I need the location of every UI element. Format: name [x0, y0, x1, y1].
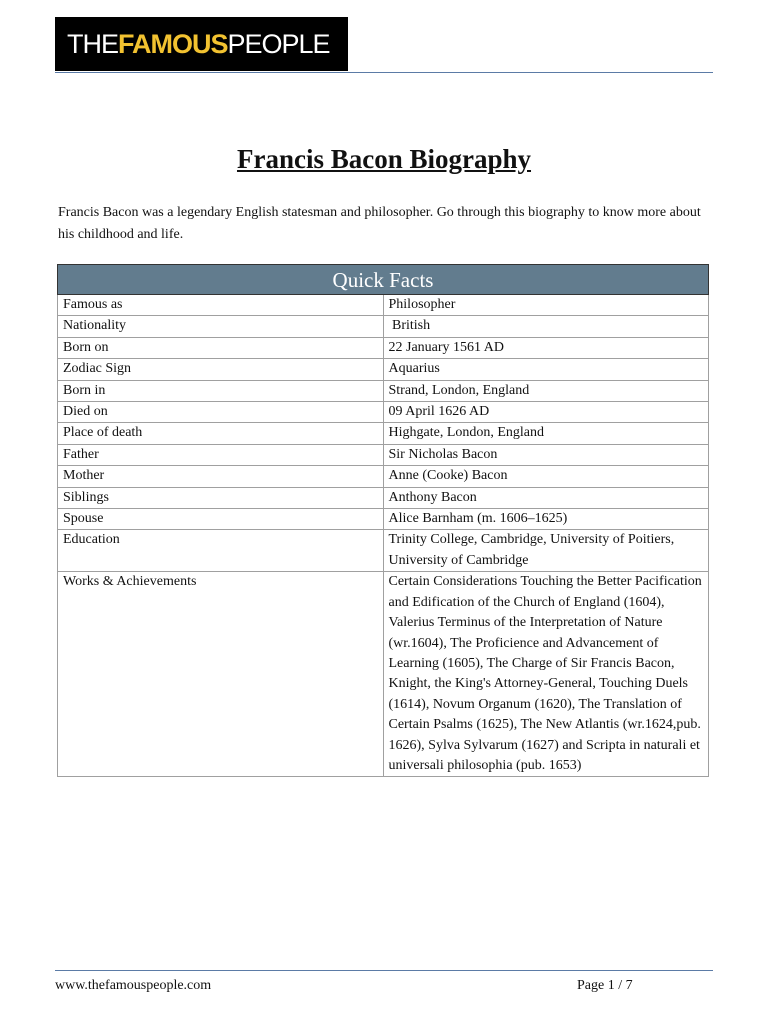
fact-label: Works & Achievements: [58, 572, 384, 777]
table-row: [58, 295, 709, 316]
fact-value: British: [383, 316, 709, 337]
quick-facts-table: [57, 264, 709, 777]
table-row: [58, 530, 709, 572]
fact-label: Mother: [58, 466, 384, 487]
fact-value: Certain Considerations Touching the Better Pacification and Edification of the Church of England (1604), Valerius Terminus of the Interpretation of Nature (wr.1604), The Proficience and Advancement of Learning (1605), The Charge of Sir Francis Bacon, Knight, the King's Attorney-General, Touching Duels (1614), Novum Organum (1620), The Translation of Certain Psalms (1625), The New Atlantis (wr.1624,pub. 1626), Sylva Sylvarum (1627) and Scripta in naturali et universali philosophia (pub. 1653): [383, 572, 709, 777]
table-row: [58, 316, 709, 337]
table-row: [58, 337, 709, 358]
footer-site-link[interactable]: www.thefamouspeople.com: [55, 978, 212, 993]
fact-label: Siblings: [58, 487, 384, 508]
fact-value: 09 April 1626 AD: [383, 402, 709, 423]
table-row: [58, 402, 709, 423]
fact-label: Famous as: [58, 295, 384, 316]
table-row: [58, 444, 709, 465]
fact-value: Alice Barnham (m. 1606–1625): [383, 509, 709, 530]
fact-label: Nationality: [58, 316, 384, 337]
fact-value: Anthony Bacon: [383, 487, 709, 508]
table-row: [58, 487, 709, 508]
table-row: [58, 359, 709, 380]
logo-text-the: THE: [67, 28, 118, 59]
fact-label: Place of death: [58, 423, 384, 444]
table-row: [58, 380, 709, 401]
quick-facts-heading: Quick Facts: [58, 265, 709, 295]
fact-label: Born in: [58, 380, 384, 401]
table-row: [58, 572, 709, 777]
header-divider: [55, 72, 713, 73]
fact-value: Highgate, London, England: [383, 423, 709, 444]
fact-label: Died on: [58, 402, 384, 423]
site-logo[interactable]: [55, 17, 348, 71]
fact-value: Trinity College, Cambridge, University of Poitiers, University of Cambridge: [383, 530, 709, 572]
table-row: [58, 423, 709, 444]
logo-text-famous: FAMOUS: [118, 28, 228, 59]
quick-facts-header-row: [58, 265, 709, 295]
page-number: Page 1 / 7: [577, 978, 633, 993]
table-row: [58, 466, 709, 487]
fact-value: Aquarius: [383, 359, 709, 380]
logo-text-people: PEOPLE: [227, 28, 330, 59]
fact-label: Zodiac Sign: [58, 359, 384, 380]
fact-value: Anne (Cooke) Bacon: [383, 466, 709, 487]
fact-value: 22 January 1561 AD: [383, 337, 709, 358]
fact-label: Born on: [58, 337, 384, 358]
page-title: Francis Bacon Biography: [236, 144, 532, 174]
table-row: [58, 509, 709, 530]
footer-divider: [55, 970, 713, 971]
fact-value: Strand, London, England: [383, 380, 709, 401]
intro-paragraph: Francis Bacon was a legendary English statesman and philosopher. Go through this biography to know more about his childhood and life.: [58, 205, 701, 242]
fact-value: Sir Nicholas Bacon: [383, 444, 709, 465]
fact-label: Education: [58, 530, 384, 572]
fact-label: Father: [58, 444, 384, 465]
fact-label: Spouse: [58, 509, 384, 530]
fact-value: Philosopher: [383, 295, 709, 316]
